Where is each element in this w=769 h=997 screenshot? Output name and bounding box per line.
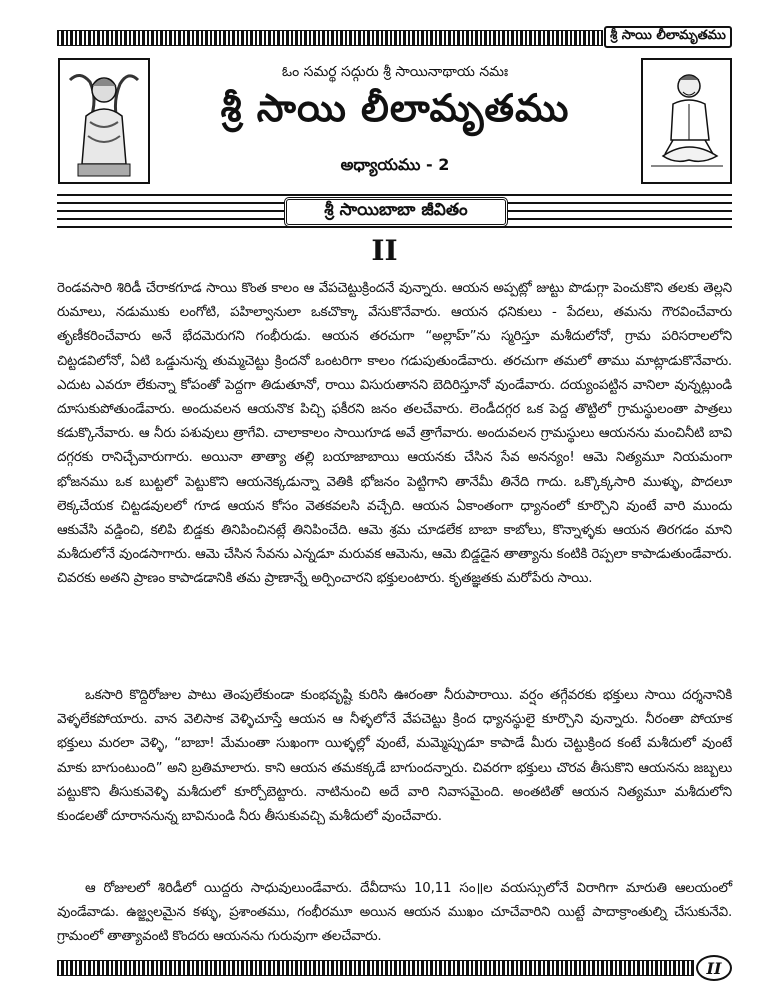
page-number: II xyxy=(696,955,732,981)
chapter-label: అధ్యాయము - 2 xyxy=(340,155,450,174)
portrait-right-illustration-icon xyxy=(643,60,730,182)
paragraph-1 xyxy=(57,277,732,592)
paragraph-2 xyxy=(57,684,732,829)
running-header-title: శ్రీ సాయి లీలామృతము xyxy=(604,26,732,48)
paragraph-3 xyxy=(57,877,732,950)
top-decorative-border xyxy=(57,30,603,46)
portrait-left-illustration-icon xyxy=(60,60,148,182)
book-title: శ్రీ సాయి లీలామృతము xyxy=(220,86,570,130)
devotee-portrait xyxy=(641,58,732,184)
invocation-line: ఓం సమర్థ సద్గురు శ్రీ సాయినాథాయ నమః xyxy=(281,64,509,80)
section-title: శ్రీ సాయిబాబా జీవితం xyxy=(284,197,508,227)
paragraph-text: ఆ రోజులలో శిరిడీలో యిద్దరు సాధువులుండేవారు. దేవీదాసు 10,11 సం॥ల వయస్సులోనే విరాగిగా మారుతి ఆలయంలో వుండేవాడు. ఉజ్జ్వలమైన కళ్ళు, ప్రశాంతము, గంభీరమూ అయిన ఆయన ముఖం చూచేవారిని యిట్టే పాదాక్రాంతుల్ని చేసుకునేవి. గ్రామంలో తాత్యావంటి కొందరు ఆయనను గురువుగా తలచేవారు. xyxy=(57,881,732,945)
paragraph-text: ఒకసారి కొద్దిరోజుల పాటు తెంపులేకుండా కుంభవృష్టి కురిసి ఊరంతా నీరుపారాయి. వర్షం తగ్గేవరకు భక్తులు సాయి దర్శనానికి వెళ్ళలేకపోయారు. వాన వెలిసాక వెళ్ళిచూస్తే ఆయన ఆ నీళ్ళలోనే వేపచెట్టు క్రింద ధ్యానస్థులై కూర్చొని వున్నారు. నీరంతా పోయాక భక్తులు మరలా వెళ్ళి, “బాబా! మేమంతా సుఖంగా యిళ్ళల్లో వుంటే, మమ్మెప్పుడూ కాపాడే మీరు చెట్టుక్రింద కంటే మశీదులో వుంటే మాకు బాగుంటుంది” అని బ్రతిమాలారు. కాని ఆయన తమకక్కడే బాగుందన్నారు. చివరగా భక్తులు చొరవ తీసుకొని ఆయనను జబ్బలు పట్టుకొని తీసుకువెళ్ళి మశీదులో కూర్చోబెట్టారు. నాటినుంచి అదే వారి నివాసమైంది. అంతటితో ఆయన నిత్యమూ మశీదులోని కుండలతో దూరాననున్న బావినుండి నీరు తీసుకువచ్చి మశీదులో వుంచేవారు. xyxy=(57,688,732,825)
sai-baba-portrait xyxy=(58,58,150,184)
paragraph-text: రెండవసారి శిరిడీ చేరాకగూడ సాయి కొంత కాలం ఆ వేపచెట్టుక్రిందనే వున్నారు. ఆయన అప్పట్లో జుట్టు పొడుగ్గా పెంచుకొని తలకు తెల్లని రుమాలు, నడుముకు లంగోటి, పహిల్వానులా ఒకచొక్కా వేసుకొనేవారు. ఆయన ధనికులు - పేదలు, తమను గౌరవించేవారు తృణీకరించేవారు అనే భేదమెరుగని గంభీరుడు. ఆయన తరచుగా “అల్లాహ్”ను స్మరిస్తూ మశీదులోనో, గ్రామ పరిసరాలలోని చిట్టడవిలోనో, ఏటి ఒడ్డునున్న తుమ్మచెట్టు క్రిందనో ఒంటరిగా కాలం గడుపుతుండేవారు. తరచుగా తమలో తాము మాట్లాడుకొనేవారు. ఎదుట ఎవరూ లేకున్నా కోపంతో పెద్దగా తిడుతూనో, రాయి విసురుతానని బెదిరిస్తూనో వుండేవారు. దయ్యంపట్టిన వానిలా వున్నట్లుండి దూసుకుపోతుండేవారు. అందువలన ఆయనొక పిచ్చి ఫకీరని జనం తలచేవారు. లెండీదగ్గర ఒక పెద్ద తొట్టిలో గ్రామస్థులంతా పాత్రలు కడుక్కొనేవారు. ఆ నీరు పశువులు త్రాగేవి. చాలాకాలం సాయిగూడ అవే త్రాగేవారు. అందువలన గ్రామస్థులు ఆయనను మంచినీటి బావి దగ్గరకు రానిచ్చేవారుగారు. అయినా తాత్యా తల్లి బయాజాబాయి ఆయనకు చేసిన సేవ అనన్యం! ఆమె నిత్యమూ నియమంగా భోజనము ఒక బుట్టలో పెట్టుకొని ఆయనెక్కడున్నా వెతికి భోజనం పెట్టిగాని తానేమీ తినేది గాదు. ఒక్కొక్కసారి ముళ్ళు, పొదలూ లెక్కచేయక చిట్టడవులలో గూడ ఆయన కోసం వెతకవలసి వచ్చేది. ఆయన ఏకాంతంగా ధ్యానంలో కూర్చొని వుంటే వారి ముందు ఆకువేసి వడ్డించి, కలిపి బిడ్డకు తినిపించినట్లే తినిపించేది. ఆమె శ్రమ చూడలేక బాబా కాబోలు, కొన్నాళ్ళకు ఆయన తిరగడం మాని మశీదులోనే వుండసాగారు. ఆమె చేసిన సేవను ఎన్నడూ మరువక ఆమెను, ఆమె బిడ్డడైన తాత్యాను కంటికి రెప్పలా కాపాడుతుండేవారు. చివరకు అతని ప్రాణం కాపాడడానికి తమ ప్రాణాన్నే అర్పించారని భక్తులంటారు. కృతజ్ఞతకు మరోపేరు సాయి. xyxy=(57,281,732,587)
bottom-decorative-border xyxy=(57,960,694,976)
chapter-numeral: II xyxy=(371,234,398,267)
